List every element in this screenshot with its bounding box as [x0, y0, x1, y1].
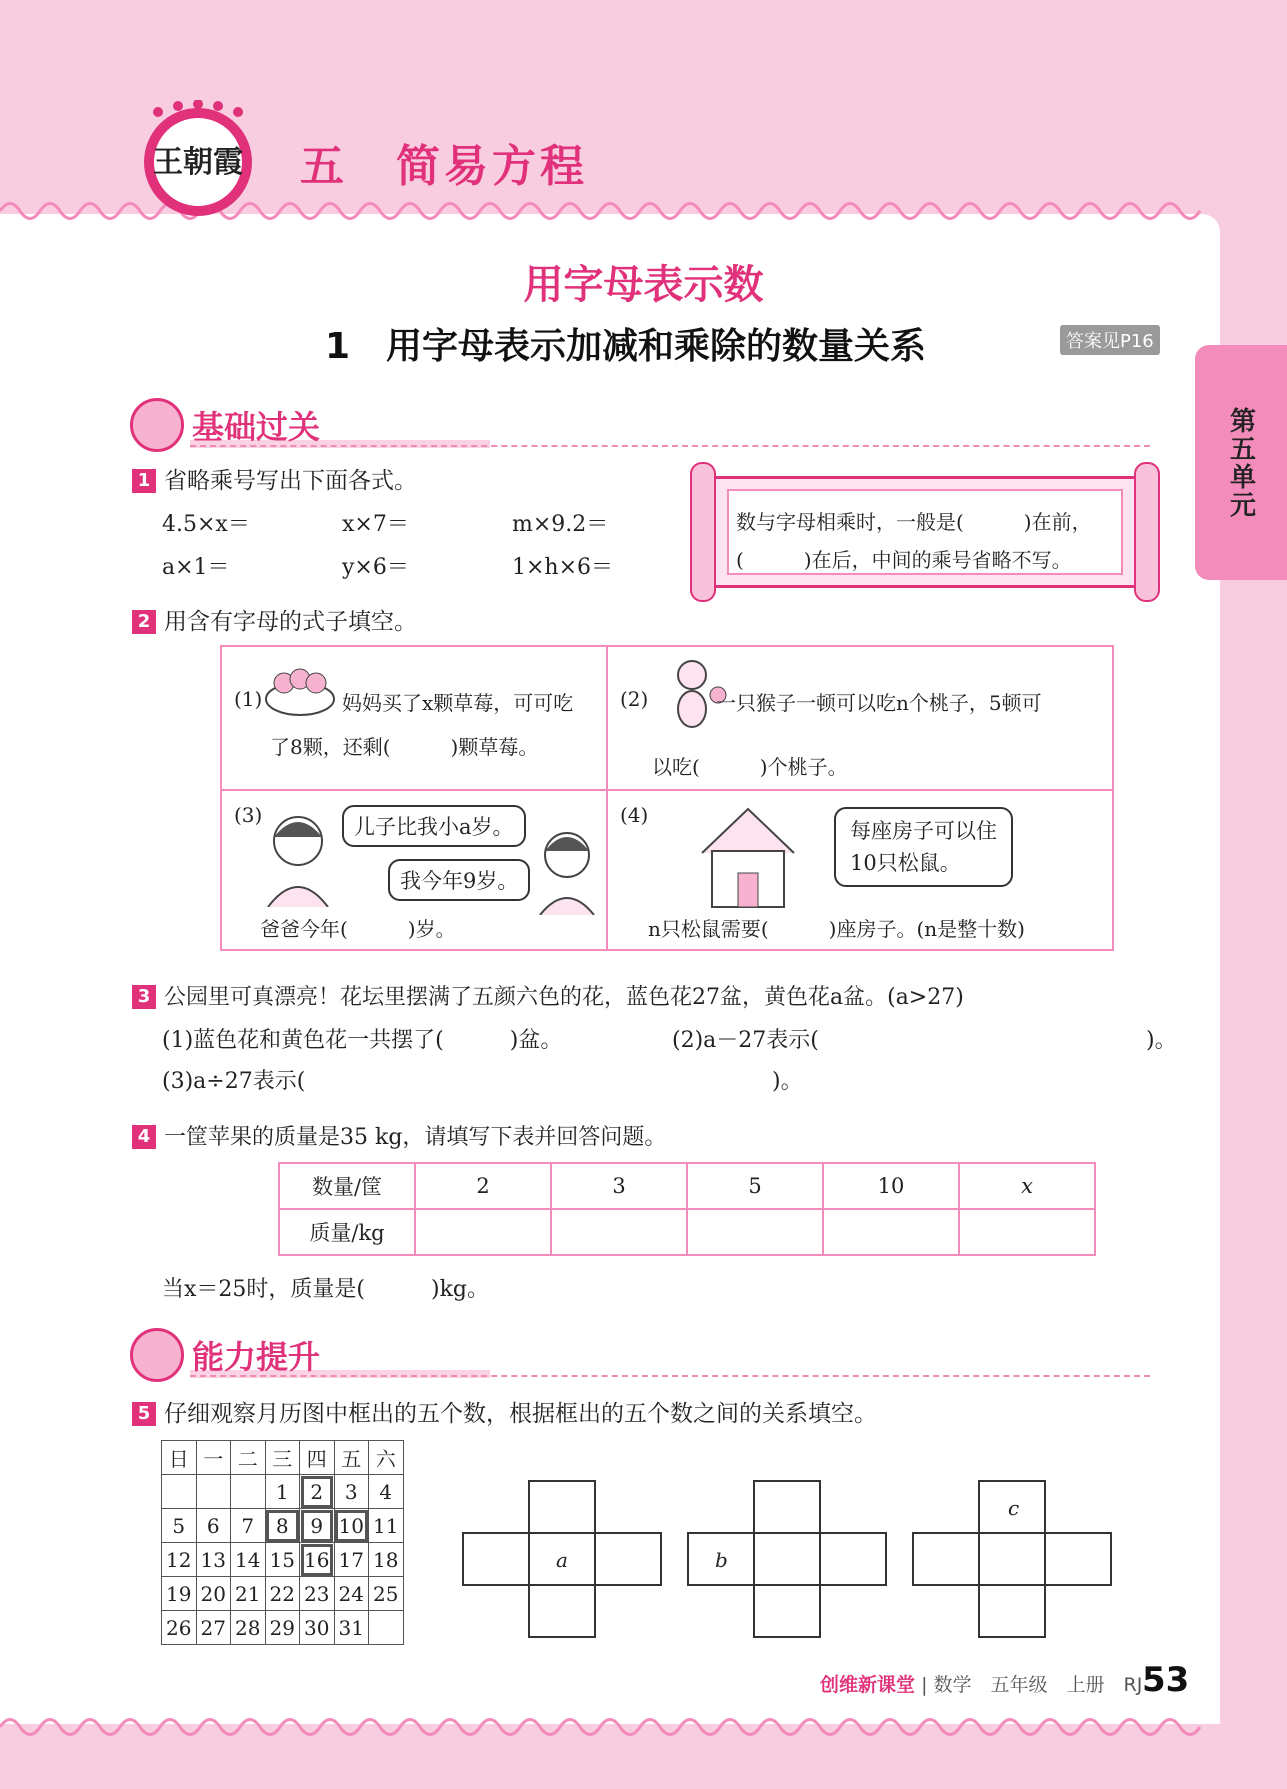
calendar-day: 2 — [300, 1475, 335, 1509]
calendar-day: 27 — [196, 1611, 231, 1645]
footer — [820, 1670, 1142, 1697]
q3-part-1: (1)蓝色花和黄色花一共摆了( )盆。 — [162, 1028, 563, 1053]
q2-number: 2 — [132, 610, 156, 634]
calendar-week — [162, 1577, 404, 1611]
cross-c-letter: c — [1008, 1496, 1020, 1520]
q1-number: 1 — [132, 469, 156, 493]
cross-a-letter: a — [556, 1548, 568, 1572]
banner-advanced — [130, 1328, 1160, 1384]
answer-cell[interactable] — [551, 1209, 687, 1255]
q4-prompt — [132, 1120, 666, 1151]
cross-a — [462, 1480, 664, 1638]
cross-b — [687, 1480, 889, 1638]
cross-cell[interactable] — [753, 1480, 821, 1534]
svg-text:王朝霞: 王朝霞 — [153, 145, 243, 180]
q4-after: 当x＝25时，质量是( )kg。 — [162, 1277, 489, 1302]
q1-item-1: 4.5×x＝ — [162, 512, 250, 537]
table-cell: 2 — [415, 1163, 551, 1209]
cross-cell[interactable] — [462, 1532, 530, 1586]
grid-divider-horizontal — [222, 789, 1112, 791]
table-cell: 10 — [823, 1163, 959, 1209]
q1-item-6: 1×h×6＝ — [512, 555, 614, 580]
q1-item-5: y×6＝ — [342, 555, 409, 580]
calendar-day: 8 — [265, 1509, 300, 1543]
calendar-day — [196, 1475, 231, 1509]
c2-label: (2) — [620, 687, 649, 711]
table-cell: 5 — [687, 1163, 823, 1209]
answer-cell[interactable] — [959, 1209, 1095, 1255]
calendar-day: 22 — [265, 1577, 300, 1611]
calendar-day — [231, 1475, 266, 1509]
lesson-title: 1 用字母表示加减和乘除的数量关系 — [325, 326, 927, 367]
calendar-day: 31 — [334, 1611, 369, 1645]
banner-label: 基础过关 — [192, 408, 321, 446]
c4-label: (4) — [620, 803, 649, 827]
calendar-day: 17 — [334, 1543, 369, 1577]
calendar-week — [162, 1509, 404, 1543]
strawberry-basket-icon — [264, 659, 336, 719]
calendar-weekday: 六 — [369, 1441, 404, 1475]
calendar-day: 15 — [265, 1543, 300, 1577]
calendar-day: 25 — [369, 1577, 404, 1611]
calendar-weekday: 五 — [334, 1441, 369, 1475]
calendar-day: 20 — [196, 1577, 231, 1611]
banner-label: 能力提升 — [192, 1338, 321, 1376]
footer-info: | 数学 五年级 上册 RJ — [921, 1674, 1143, 1696]
cross-cell[interactable] — [978, 1532, 1046, 1586]
answer-cell[interactable] — [687, 1209, 823, 1255]
footer-brand: 创维新课堂 — [820, 1674, 916, 1696]
q1-item-3: m×9.2＝ — [512, 512, 609, 537]
q3-part-2: (2)a－27表示( — [672, 1028, 819, 1053]
calendar-day: 18 — [369, 1543, 404, 1577]
calendar-day: 28 — [231, 1611, 266, 1645]
q5-number: 5 — [132, 1402, 156, 1426]
q4-number: 4 — [132, 1125, 156, 1149]
cross-cell[interactable] — [978, 1584, 1046, 1638]
calendar-day: 12 — [162, 1543, 197, 1577]
cross-cell[interactable] — [1044, 1532, 1112, 1586]
q2-grid — [220, 645, 1114, 951]
boy-face-icon — [130, 398, 184, 452]
calendar-day: 1 — [265, 1475, 300, 1509]
row-head-quantity: 数量/筐 — [279, 1163, 415, 1209]
calendar-day: 21 — [231, 1577, 266, 1611]
answer-cell[interactable] — [823, 1209, 959, 1255]
c3-bubble-1: 儿子比我小a岁。 — [342, 805, 526, 847]
q3-text: 公园里可真漂亮！花坛里摆满了五颜六色的花，蓝色花27盆，黄色花a盆。(a>27) — [164, 985, 964, 1010]
tip-line-2: ( )在后，中间的乘号省略不写。 — [736, 548, 1072, 572]
scroll-roll-right — [1134, 462, 1160, 602]
cross-cell[interactable] — [594, 1532, 662, 1586]
calendar — [161, 1440, 404, 1645]
q5-prompt — [132, 1395, 877, 1428]
calendar-day: 23 — [300, 1577, 335, 1611]
calendar-day: 6 — [196, 1509, 231, 1543]
calendar-day — [162, 1475, 197, 1509]
banner-dashed-line — [190, 1375, 1150, 1377]
q3-number: 3 — [132, 985, 156, 1009]
answer-cell[interactable] — [415, 1209, 551, 1255]
calendar-day: 13 — [196, 1543, 231, 1577]
row-head-mass: 质量/kg — [279, 1209, 415, 1255]
q2-text: 用含有字母的式子填空。 — [164, 609, 417, 635]
calendar-day: 30 — [300, 1611, 335, 1645]
c3-bubble-2: 我今年9岁。 — [388, 859, 530, 901]
unit-title: 五 简易方程 — [300, 141, 588, 192]
banner-basic — [130, 398, 1160, 454]
q5-text: 仔细观察月历图中框出的五个数，根据框出的五个数之间的关系填空。 — [164, 1401, 877, 1427]
calendar-day: 29 — [265, 1611, 300, 1645]
apple-table — [278, 1162, 1096, 1256]
banner-dashed-line — [190, 445, 1150, 447]
calendar-weekday: 一 — [196, 1441, 231, 1475]
calendar-week — [162, 1475, 404, 1509]
son-icon — [534, 825, 600, 915]
q3-part-2-end: )。 — [1146, 1028, 1177, 1053]
q2-prompt — [132, 603, 417, 636]
grid-divider-vertical — [606, 647, 608, 949]
calendar-day: 19 — [162, 1577, 197, 1611]
calendar-weekday: 二 — [231, 1441, 266, 1475]
table-cell: 3 — [551, 1163, 687, 1209]
cross-c — [912, 1480, 1114, 1638]
c1-line-1: 妈妈买了x颗草莓，可可吃 — [342, 691, 574, 715]
calendar-header — [162, 1441, 404, 1475]
answer-tag: 答案见P16 — [1060, 325, 1160, 355]
tip-line-1: 数与字母相乘时，一般是( )在前， — [736, 510, 1092, 534]
boy-face-icon — [130, 1328, 184, 1382]
house-icon — [692, 803, 804, 911]
q4-text: 一筐苹果的质量是35 kg，请填写下表并回答问题。 — [164, 1125, 667, 1150]
table-row — [279, 1209, 1095, 1255]
calendar-day: 24 — [334, 1577, 369, 1611]
calendar-weekday: 四 — [300, 1441, 335, 1475]
table-row — [279, 1163, 1095, 1209]
calendar-day — [369, 1611, 404, 1645]
q1-prompt — [132, 462, 417, 495]
calendar-week — [162, 1543, 404, 1577]
calendar-day: 4 — [369, 1475, 404, 1509]
wave-border-bottom — [0, 1712, 1240, 1742]
q3-part-3: (3)a÷27表示( — [162, 1069, 306, 1094]
c2-line-2: 以吃( )个桃子。 — [652, 755, 848, 779]
calendar-day: 11 — [369, 1509, 404, 1543]
cross-cell[interactable] — [753, 1584, 821, 1638]
c3-line: 爸爸今年( )岁。 — [260, 917, 456, 941]
cross-cell[interactable] — [753, 1532, 821, 1586]
calendar-day: 26 — [162, 1611, 197, 1645]
calendar-week — [162, 1611, 404, 1645]
page-number: 53 — [1142, 1660, 1190, 1700]
calendar-day: 7 — [231, 1509, 266, 1543]
c4-bubble-line-2: 10只松鼠。 — [850, 851, 961, 875]
c1-line-2: 了8颗，还剩( )颗草莓。 — [270, 735, 539, 759]
calendar-day: 3 — [334, 1475, 369, 1509]
calendar-day: 9 — [300, 1509, 335, 1543]
section-title: 用字母表示数 — [523, 262, 764, 308]
scroll-roll-left — [690, 462, 716, 602]
calendar-day: 5 — [162, 1509, 197, 1543]
c4-line: n只松鼠需要( )座房子。(n是整十数) — [648, 917, 1025, 941]
q1-text: 省略乘号写出下面各式。 — [164, 468, 417, 494]
table-cell: x — [959, 1163, 1095, 1209]
q3-part-3-end: )。 — [772, 1069, 803, 1094]
q1-item-4: a×1＝ — [162, 555, 230, 580]
father-icon — [258, 807, 338, 907]
logo-seal — [138, 100, 258, 220]
calendar-day: 10 — [334, 1509, 369, 1543]
cross-cell[interactable] — [528, 1480, 596, 1534]
q3-prompt — [132, 980, 964, 1011]
c2-line-1: 一只猴子一顿可以吃n个桃子，5顿可 — [716, 691, 1042, 715]
cross-b-letter: b — [715, 1548, 728, 1572]
calendar-weekday: 日 — [162, 1441, 197, 1475]
tip-scroll — [690, 462, 1160, 602]
cross-cell[interactable] — [819, 1532, 887, 1586]
c4-bubble — [834, 807, 1013, 887]
calendar-weekday: 三 — [265, 1441, 300, 1475]
side-tab — [1195, 345, 1287, 580]
side-tab-label: 第五单元 — [1225, 406, 1256, 519]
c3-label: (3) — [234, 803, 263, 827]
cross-cell[interactable] — [912, 1532, 980, 1586]
cross-cell[interactable] — [528, 1584, 596, 1638]
c4-bubble-line-1: 每座房子可以住 — [850, 819, 997, 843]
q1-item-2: x×7＝ — [342, 512, 409, 537]
c1-label: (1) — [234, 687, 263, 711]
calendar-day: 14 — [231, 1543, 266, 1577]
calendar-day: 16 — [300, 1543, 335, 1577]
